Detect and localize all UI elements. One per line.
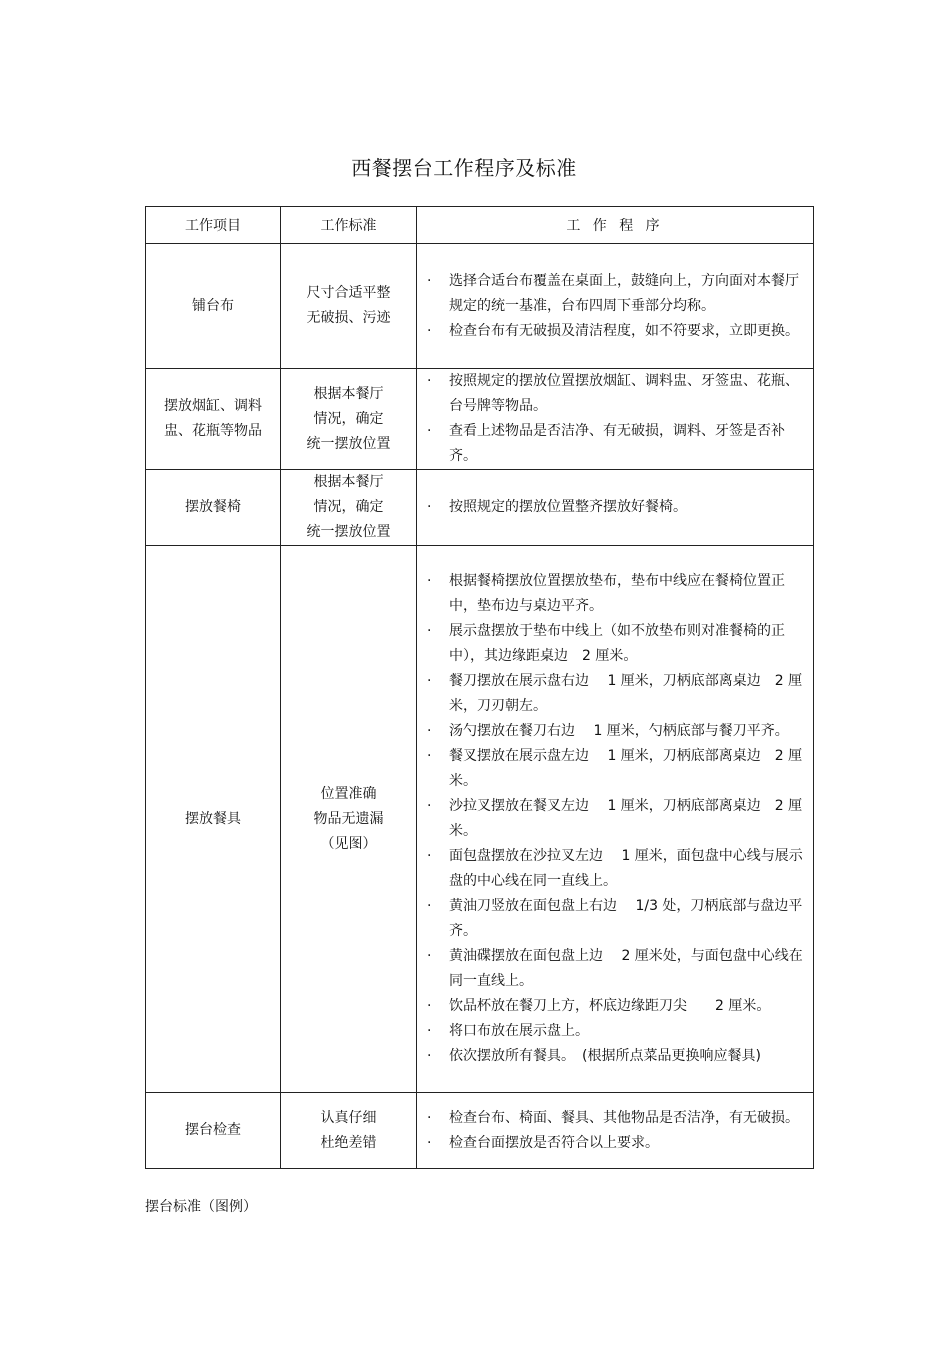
step-item: · 按照规定的摆放位置整齐摆放好餐椅。 xyxy=(427,495,809,520)
standard-line: 位置准确 xyxy=(320,785,377,802)
row-steps xyxy=(417,1093,814,1169)
header-standard: 工作标准 xyxy=(281,207,417,244)
row-item: 摆台检查 xyxy=(146,1093,281,1169)
row-standard xyxy=(281,1093,417,1169)
step-item: · 将口布放在展示盘上。 xyxy=(427,1019,809,1044)
step-item: · 沙拉叉摆放在餐叉左边 1 厘米，刀柄底部离桌边 2 厘米。 xyxy=(427,794,809,844)
step-item: · 检查台布有无破损及清洁程度，如不符要求，立即更换。 xyxy=(427,319,809,344)
row-item: 摆放餐椅 xyxy=(146,470,281,546)
step-item: · 依次摆放所有餐具。 (根据所点菜品更换响应餐具) xyxy=(427,1044,809,1069)
step-item: · 餐叉摆放在展示盘左边 1 厘米，刀柄底部离桌边 2 厘米。 xyxy=(427,744,809,794)
row-steps xyxy=(417,546,814,1093)
row-steps xyxy=(417,470,814,546)
step-item: · 检查台面摆放是否符合以上要求。 xyxy=(427,1131,809,1156)
table-row xyxy=(146,1093,814,1169)
step-item: · 检查台布、椅面、餐具、其他物品是否洁净，有无破损。 xyxy=(427,1106,809,1131)
table-row xyxy=(146,244,814,369)
procedure-table xyxy=(145,206,814,1169)
standard-line: 根据本餐厅 xyxy=(313,385,384,402)
step-item: · 汤勺摆放在餐刀右边 1 厘米，勺柄底部与餐刀平齐。 xyxy=(427,719,809,744)
row-item: 铺台布 xyxy=(146,244,281,369)
standard-line: 物品无遗漏 xyxy=(313,810,384,827)
standard-line: 尺寸合适平整 xyxy=(306,285,391,301)
step-item: · 黄油碟摆放在面包盘上边 2 厘米处，与面包盘中心线在同一直线上。 xyxy=(427,944,809,994)
row-steps xyxy=(417,369,814,470)
step-item: · 根据餐椅摆放位置摆放垫布，垫布中线应在餐椅位置正中，垫布边与桌边平齐。 xyxy=(427,569,809,619)
table-row xyxy=(146,470,814,546)
step-item: · 黄油刀竖放在面包盘上右边 1/3 处，刀柄底部与盘边平齐。 xyxy=(427,894,809,944)
table-row xyxy=(146,546,814,1093)
page-title: 西餐摆台工作程序及标准 xyxy=(351,156,577,180)
standard-line: 杜绝差错 xyxy=(320,1134,377,1151)
header-procedure: 工 作 程 序 xyxy=(417,207,814,244)
step-item: · 展示盘摆放于垫布中线上（如不放垫布则对准餐椅的正中），其边缘距桌边 2 厘米。 xyxy=(427,619,809,669)
figure-caption: 摆台标准（图例） xyxy=(145,1199,257,1215)
step-item: · 选择合适台布覆盖在桌面上，鼓缝向上，方向面对本餐厅规定的统一基准，台布四周下垂部分均称。 xyxy=(427,269,809,319)
table-header-row xyxy=(146,207,814,244)
step-item: · 饮品杯放在餐刀上方，杯底边缘距刀尖 2 厘米。 xyxy=(427,994,809,1019)
standard-line: 无破损、污迹 xyxy=(306,310,391,326)
standard-line: 情况，确定 xyxy=(313,499,384,515)
step-item: · 查看上述物品是否洁净、有无破损，调料、牙签是否补齐。 xyxy=(427,419,809,469)
standard-line: （见图） xyxy=(320,835,377,852)
row-item: 摆放烟缸、调料盅、花瓶等物品 xyxy=(146,369,281,470)
row-standard xyxy=(281,369,417,470)
row-standard xyxy=(281,244,417,369)
row-standard xyxy=(281,470,417,546)
standard-line: 统一摆放位置 xyxy=(306,524,391,540)
row-item: 摆放餐具 xyxy=(146,546,281,1093)
step-item: · 餐刀摆放在展示盘右边 1 厘米，刀柄底部离桌边 2 厘米，刀刃朝左。 xyxy=(427,669,809,719)
row-steps xyxy=(417,244,814,369)
header-item: 工作项目 xyxy=(146,207,281,244)
standard-line: 认真仔细 xyxy=(320,1109,377,1126)
step-item: · 按照规定的摆放位置摆放烟缸、调料盅、牙签盅、花瓶、台号牌等物品。 xyxy=(427,369,809,419)
standard-line: 统一摆放位置 xyxy=(306,435,391,452)
table-row xyxy=(146,369,814,470)
standard-line: 根据本餐厅 xyxy=(313,474,384,490)
row-standard xyxy=(281,546,417,1093)
step-item: · 面包盘摆放在沙拉叉左边 1 厘米，面包盘中心线与展示盘的中心线在同一直线上。 xyxy=(427,844,809,894)
standard-line: 情况，确定 xyxy=(313,410,384,427)
